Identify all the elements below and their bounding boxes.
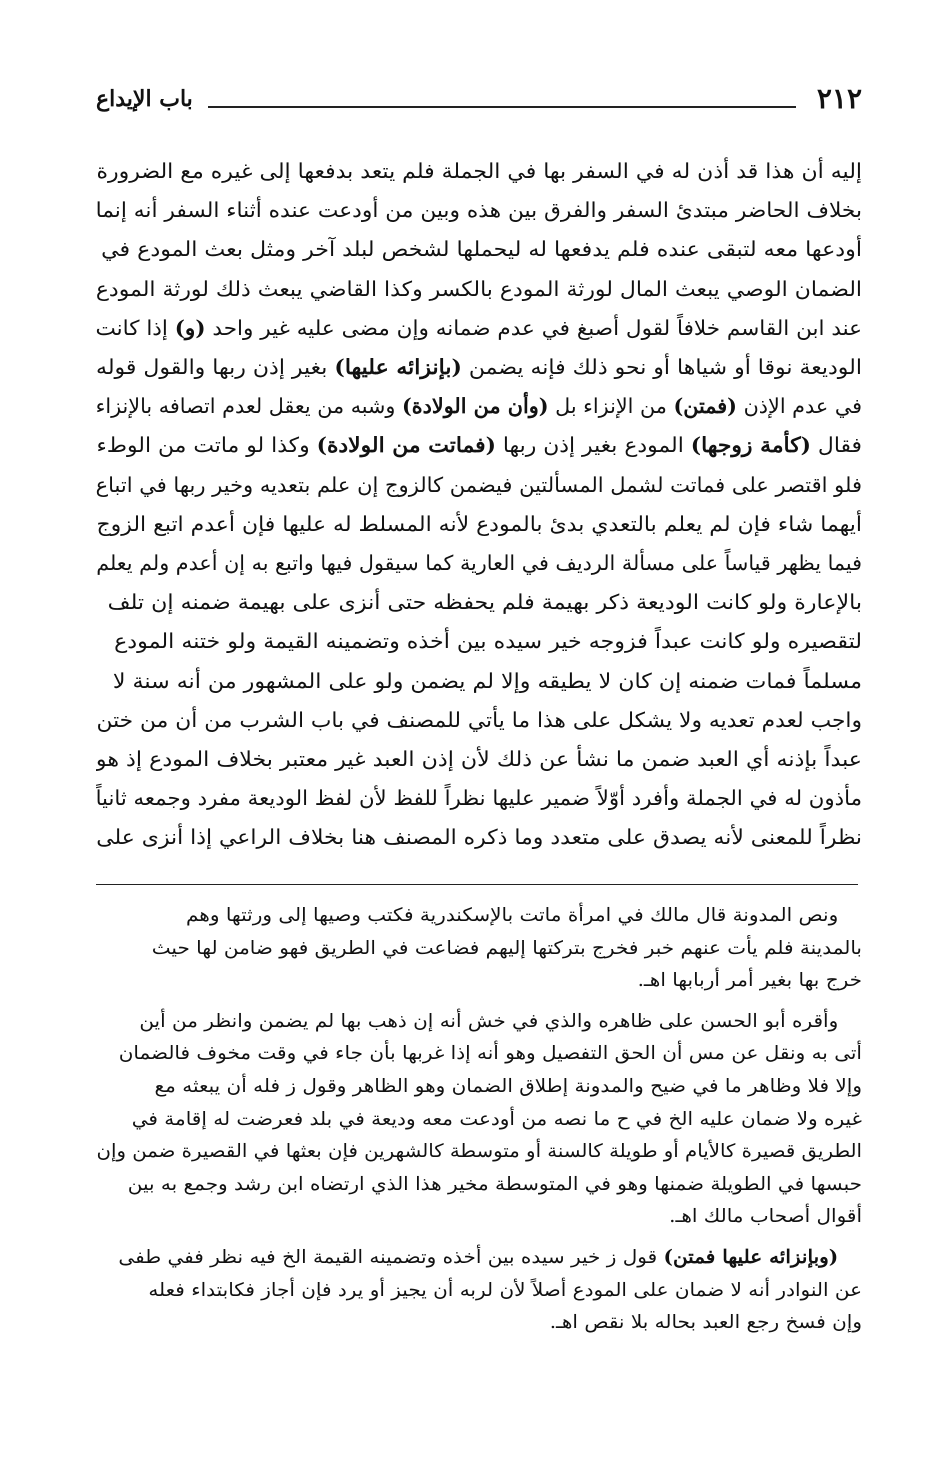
footnote-line: خرج بها بغير أمر أربابها اهـ. <box>637 970 862 992</box>
header-rule <box>208 106 796 108</box>
text-segment: وكذا لو ماتت من الوطء <box>96 433 317 458</box>
footnote-paragraph <box>96 1006 862 1234</box>
text-line: عبداً بإذنه أي العبد ضمن ما نشأ عن ذلك لأن إذن العبد غير معتبر بخلاف المودع إذ هو <box>96 747 862 772</box>
text-line <box>96 387 862 426</box>
text-segment: من الإنزاء بل <box>548 394 674 419</box>
text-line: بخلاف الحاضر مبتدئ السفر والفرق بين هذه وبين من أودعت عنده أثناء السفر أنه إنما <box>96 198 862 223</box>
page-number: ٢١٢ <box>816 82 862 115</box>
text-segment: الوديعة نوقا أو شياها أو نحو ذلك فإنه يضمن <box>461 355 862 380</box>
matn-quote: (و) <box>174 315 206 340</box>
footnote-line: وأقره أبو الحسن على ظاهره والذي في خش أنه إن ذهب بها لم يضمن وانظر من أين <box>139 1010 839 1032</box>
footnote-line: حبسها في الطويلة ضمنها وهو في المتوسطة مخير هذا الذي ارتضاه ابن رشد وجمع به بين <box>127 1173 862 1195</box>
text-line <box>96 309 862 348</box>
text-segment: بغير إذن ربها والقول قوله <box>96 355 335 380</box>
footnote-line: أتى به ونقل عن مس أن الحق التفصيل وهو أنه إذا غربها بأن جاء في وقت مخوف فالضمان <box>118 1043 862 1065</box>
text-segment: وشبه من يعقل لعدم اتصافه بالإنزاء <box>96 394 403 419</box>
text-segment: في عدم الإذن <box>736 394 862 419</box>
text-line: فلو اقتصر على فماتت لشمل المسألتين فيضمن كالزوج إن علم بتعديه وخير ربها في اتباع <box>96 472 862 497</box>
text-line <box>96 348 862 387</box>
text-segment: قول ز خير سيده بين أخذه وتضمينه القيمة الخ فيه نظر ففي طفى <box>118 1246 664 1268</box>
footnote-line: غيره ولا ضمان عليه الخ في ح ما نصه من أودعت معه وديعة في بلد فعرضت له إقامة في <box>131 1108 862 1130</box>
text-segment: المودع بغير إذن ربها <box>495 433 691 458</box>
text-segment: عند ابن القاسم خلافاً لقول أصبغ في عدم ضمانه وإن مضى عليه غير واحد <box>205 315 862 340</box>
footnote-line: أقوال أصحاب مالك اهـ. <box>669 1206 862 1228</box>
footnote-line: الطريق قصيرة كالأيام أو طويلة كالسنة أو متوسطة كالشهرين فإن بعثها في القصيرة ضمن وإن <box>96 1141 862 1163</box>
footnote-paragraph <box>96 900 862 998</box>
text-line: لتقصيره ولو كانت عبداً فزوجه خير سيده بين أخذه وتضمينه القيمة ولو ختنه المودع <box>114 629 862 654</box>
text-line: نظراً للمعنى لأنه يصدق على متعدد وما ذكره المصنف هنا بخلاف الراعي إذا أنزى على <box>96 825 862 850</box>
text-line: أيهما شاء فإن لم يعلم بالتعدي بدئ بالمودع لأنه المسلط له عليها فإن أعدم اتبع الزوج <box>96 511 862 536</box>
text-line: الضمان الوصي يبعث المال لورثة المودع بالكسر وكذا القاضي يبعث ذلك لورثة المودع <box>96 276 862 301</box>
footnote-line: وإن فسخ رجع العبد بحاله بلا نقص اهـ. <box>549 1312 862 1334</box>
text-line <box>96 426 862 465</box>
text-line: فيما يظهر قياساً على مسألة الرديف في العارية كما سيقول فيها واتبع به إن أعدم ولم يعلم <box>96 551 862 576</box>
footnote-line: عن النوادر أنه لا ضمان على المودع أصلاً لأن لربه أن يجيز أو يرد فإن أجاز فكابتداء فعله <box>148 1279 862 1301</box>
footnote-line: بالمدينة فلم يأت عنهم خبر فخرج بتركتها إليهم فضاعت في الطريق فهو ضامن لها حيث <box>151 937 862 959</box>
text-segment: إذا كانت <box>96 315 175 340</box>
matn-quote: (وبإنزائه عليها فمتن) <box>663 1246 839 1268</box>
matn-quote: (فماتت من الولادة) <box>316 433 496 458</box>
page-header <box>96 82 862 118</box>
text-line: بالإعارة ولو كانت الوديعة ذكر بهيمة فلم يحفظه حتى أنزى على بهيمة ضمنه إن تلف <box>107 590 862 615</box>
text-line: إليه أن هذا قد أذن له في السفر بها في الجملة فلم يتعد بدفعها إلى غيره مع الضرورة <box>96 159 862 183</box>
footnote-paragraph <box>96 1242 862 1340</box>
matn-quote: (كأمة زوجها) <box>690 433 811 458</box>
main-text <box>96 152 862 872</box>
text-line: مأذون له في الجملة وأفرد أوّلاً ضمير عليها نظراً للفظ لأن لفظ الوديعة مفرد وجمعه ثانياً <box>96 786 862 811</box>
chapter-title: باب الإيداع <box>96 86 193 112</box>
text-line: مسلماً فمات ضمنه إن كان لا يطيقه وإلا لم يضمن ولو على المشهور من أنه سنة لا <box>112 668 862 693</box>
text-segment: فقال <box>810 433 862 458</box>
footnotes <box>96 900 862 1390</box>
matn-quote: (فمتن) <box>673 394 737 419</box>
footnote-separator <box>96 884 858 885</box>
text-line: أودعها معه لتبقى عنده فلم يدفعها له ليحملها لشخص لبلد آخر ومثل بعث المودع في <box>101 237 862 262</box>
matn-quote: (بإنزائه عليها) <box>334 355 462 380</box>
text-line: واجب لعدم تعديه ولا يشكل على هذا ما يأتي للمصنف في باب الشرب من أن من ختن <box>96 707 862 732</box>
footnote-line: وإلا فلا وظاهر ما في ضيح والمدونة إطلاق الضمان وهو الظاهر وقول ز فله أن يبعثه مع <box>154 1075 862 1097</box>
matn-quote: (وأن من الولادة) <box>402 394 549 419</box>
footnote-line <box>96 1242 862 1275</box>
footnote-line: ونص المدونة قال مالك في امرأة ماتت بالإسكندرية فكتب وصيها إلى ورثتها وهم <box>186 905 839 926</box>
